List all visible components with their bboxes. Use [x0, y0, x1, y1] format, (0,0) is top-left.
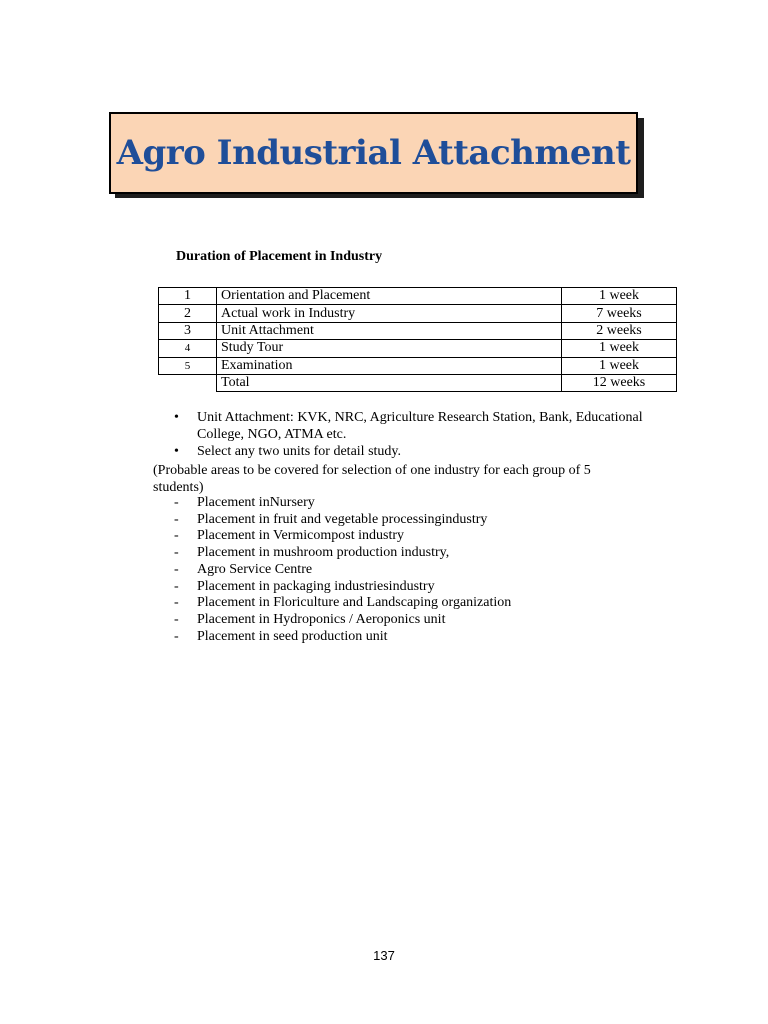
placement-text: Placement in mushroom production industry,: [197, 545, 450, 561]
placement-text: Agro Service Centre: [197, 561, 313, 577]
row-duration: 1 week: [562, 288, 677, 305]
placement-list: [174, 495, 511, 645]
bullet-text: Select any two units for detail study.: [197, 444, 401, 459]
dash-marker: -: [174, 511, 179, 527]
row-number: 2: [159, 305, 217, 322]
table-row: [159, 288, 677, 305]
row-activity: Examination: [217, 357, 562, 374]
row-number: 5: [159, 357, 217, 374]
probable-areas-note: (Probable areas to be covered for selection of one industry for each group of 5 students): [153, 463, 591, 495]
row-number: 1: [159, 288, 217, 305]
placement-text: Placement in Floriculture and Landscaping organization: [197, 595, 512, 611]
table-row: [159, 305, 677, 322]
page-title: Agro Industrial Attachment: [116, 133, 631, 173]
row-duration: 7 weeks: [562, 305, 677, 322]
dash-marker: -: [174, 595, 179, 611]
bullet-marker: •: [174, 410, 179, 425]
dash-marker: -: [174, 561, 179, 577]
list-item: [174, 579, 511, 596]
table-total-row: [159, 374, 677, 391]
total-label: Total: [217, 374, 562, 391]
placement-text: Placement in fruit and vegetable processingindustry: [197, 511, 488, 527]
list-item: [174, 612, 511, 629]
row-activity: Unit Attachment: [217, 322, 562, 339]
list-item: [174, 495, 511, 512]
row-duration: 1 week: [562, 340, 677, 357]
list-item: [174, 545, 511, 562]
dash-marker: -: [174, 578, 179, 594]
list-item: [174, 595, 511, 612]
table-row: [159, 340, 677, 357]
row-duration: 1 week: [562, 357, 677, 374]
row-activity: Study Tour: [217, 340, 562, 357]
row-activity: Actual work in Industry: [217, 305, 562, 322]
bullet-list: [174, 409, 684, 460]
list-item: [174, 409, 684, 443]
placement-text: Placement inNursery: [197, 495, 315, 510]
title-box: [109, 112, 638, 194]
table-row: [159, 322, 677, 339]
row-number: 3: [159, 322, 217, 339]
bullet-marker: •: [174, 444, 179, 459]
placement-text: Placement in seed production unit: [197, 628, 388, 644]
list-item: [174, 629, 511, 646]
dash-marker: -: [174, 611, 179, 627]
bullet-text: Unit Attachment: KVK, NRC, Agriculture Research Station, Bank, Educational College, NGO, ATMA etc.: [197, 410, 643, 442]
page-number: 137: [373, 948, 395, 963]
dash-marker: -: [174, 545, 179, 561]
dash-marker: -: [174, 495, 179, 510]
placement-text: Placement in Vermicompost industry: [197, 528, 404, 544]
placement-text: Placement in Hydroponics / Aeroponics unit: [197, 611, 446, 627]
dash-marker: -: [174, 628, 179, 644]
total-duration: 12 weeks: [562, 374, 677, 391]
dash-marker: -: [174, 528, 179, 544]
placement-text: Placement in packaging industriesindustry: [197, 578, 435, 594]
section-heading: Duration of Placement in Industry: [176, 249, 383, 264]
list-item: [174, 562, 511, 579]
duration-table: [158, 287, 677, 392]
row-duration: 2 weeks: [562, 322, 677, 339]
list-item: [174, 512, 511, 529]
row-activity: Orientation and Placement: [217, 288, 562, 305]
total-row-empty-cell: [159, 374, 217, 391]
list-item: [174, 443, 684, 460]
list-item: [174, 528, 511, 545]
row-number: 4: [159, 340, 217, 357]
table-row: [159, 357, 677, 374]
